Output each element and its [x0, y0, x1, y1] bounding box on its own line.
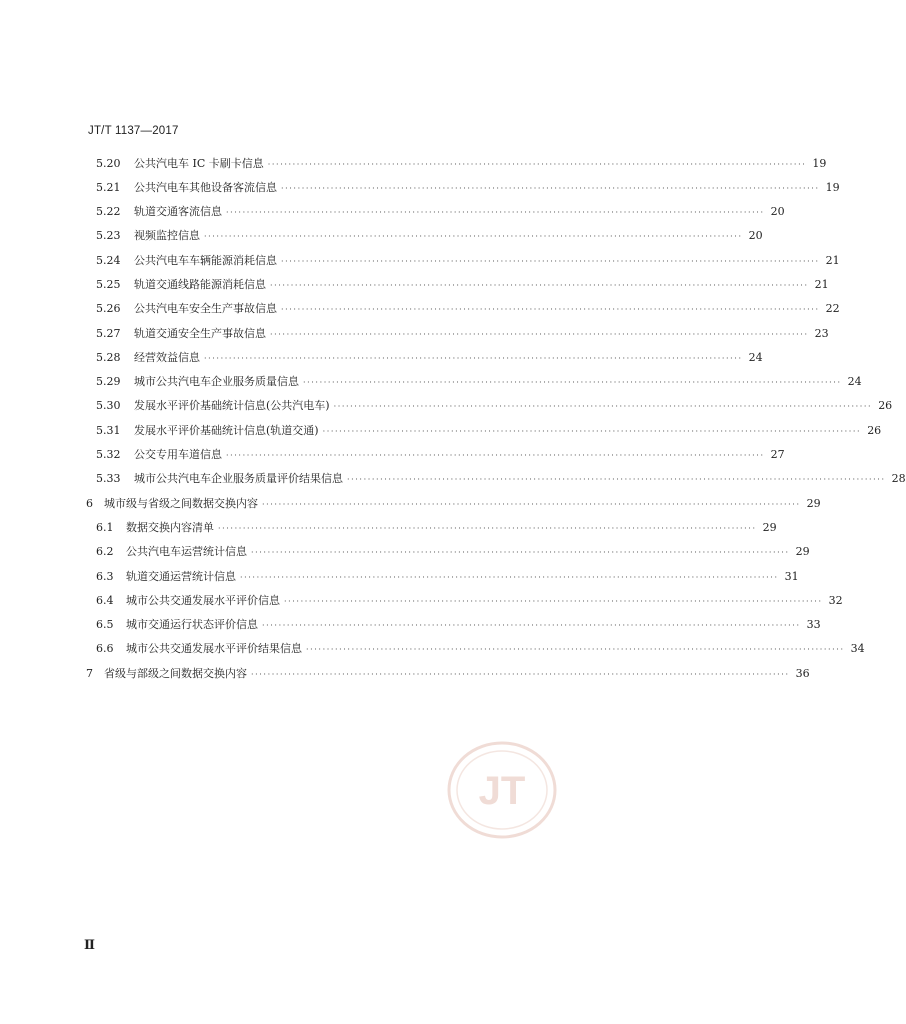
toc-page-number: 29 [806, 497, 821, 510]
toc-number: 6.6 [96, 642, 114, 655]
toc-entry[interactable] [96, 155, 827, 173]
toc-title: 公共汽电车运营统计信息 [126, 545, 247, 558]
toc-title: 发展水平评价基础统计信息(公共汽电车) [134, 399, 330, 412]
toc-entry[interactable] [96, 276, 829, 294]
toc-number: 5.27 [96, 327, 121, 340]
toc-entry[interactable] [96, 470, 906, 488]
toc-page-number: 24 [748, 351, 763, 364]
toc-number: 5.32 [96, 448, 121, 461]
toc-leader-dots: ·································································································································· [262, 621, 801, 630]
toc-number: 5.22 [96, 205, 121, 218]
toc-page-number: 26 [878, 399, 893, 412]
toc-page-number: 33 [806, 618, 821, 631]
toc-entry[interactable] [96, 179, 840, 197]
toc-leader-dots: ·································································································································· [347, 475, 886, 484]
toc-number: 5.23 [96, 229, 121, 242]
toc-leader-dots: ·································································································································· [281, 184, 820, 193]
toc-entry[interactable] [96, 616, 821, 634]
toc-entry[interactable] [96, 640, 865, 658]
toc-entry[interactable] [96, 446, 785, 464]
toc-number: 5.30 [96, 399, 121, 412]
toc-leader-dots: ·································································································································· [284, 597, 823, 606]
toc-page-number: 32 [828, 594, 843, 607]
toc-page-number: 23 [814, 327, 829, 340]
toc-title: 公交专用车道信息 [134, 448, 222, 461]
toc-title: 轨道交通线路能源消耗信息 [134, 278, 266, 291]
toc-entry[interactable] [96, 373, 862, 391]
toc-leader-dots: ·································································································································· [281, 305, 820, 314]
toc-leader-dots: ·································································································································· [251, 670, 790, 679]
toc-page-number: 31 [784, 570, 799, 583]
toc-number: 5.21 [96, 181, 121, 194]
toc-title: 城市级与省级之间数据交换内容 [104, 497, 258, 510]
toc-title: 视频监控信息 [134, 229, 200, 242]
toc-number: 5.31 [96, 424, 121, 437]
toc-number: 6.1 [96, 521, 114, 534]
toc-entry[interactable] [96, 203, 785, 221]
toc-title: 城市公共汽电车企业服务质量评价结果信息 [134, 472, 343, 485]
toc-leader-dots: ·································································································································· [306, 645, 845, 654]
toc-leader-dots: ·································································································································· [204, 232, 743, 241]
page-number-roman: Ⅱ [84, 938, 95, 953]
toc-page-number: 29 [795, 545, 810, 558]
toc-title: 轨道交通运营统计信息 [126, 570, 236, 583]
toc-number: 6.2 [96, 545, 114, 558]
toc-title: 城市公共交通发展水平评价结果信息 [126, 642, 302, 655]
toc-page-number: 29 [762, 521, 777, 534]
toc-leader-dots: ·································································································································· [270, 330, 809, 339]
toc-page-number: 26 [867, 424, 882, 437]
toc-number: 5.28 [96, 351, 121, 364]
toc-number: 5.26 [96, 302, 121, 315]
toc-title: 城市公共交通发展水平评价信息 [126, 594, 280, 607]
toc-leader-dots: ·································································································································· [322, 427, 862, 436]
toc-page-number: 21 [814, 278, 829, 291]
toc-page-number: 28 [891, 472, 906, 485]
toc-leader-dots: ·································································································································· [204, 354, 743, 363]
standard-id-header: JT/T 1137—2017 [88, 125, 179, 137]
toc-title: 轨道交通安全生产事故信息 [134, 327, 266, 340]
toc-leader-dots: ·································································································································· [303, 378, 842, 387]
toc-page-number: 20 [748, 229, 763, 242]
toc-page-number: 20 [770, 205, 785, 218]
jt-seal-watermark [446, 740, 558, 840]
toc-leader-dots: ·································································································································· [240, 573, 779, 582]
toc-entry[interactable] [96, 252, 840, 270]
toc-page-number: 24 [847, 375, 862, 388]
toc-page-number: 27 [770, 448, 785, 461]
toc-title: 公共汽电车其他设备客流信息 [134, 181, 277, 194]
toc-number: 5.24 [96, 254, 121, 267]
toc-entry[interactable] [96, 422, 882, 440]
toc-number: 6 [86, 497, 93, 510]
toc-title: 公共汽电车车辆能源消耗信息 [134, 254, 277, 267]
toc-page-number: 19 [812, 157, 827, 170]
toc-leader-dots: ·································································································································· [267, 160, 807, 169]
toc-number: 6.4 [96, 594, 114, 607]
toc-number: 5.25 [96, 278, 121, 291]
toc-number: 7 [86, 667, 93, 680]
toc-page-number: 22 [825, 302, 840, 315]
toc-title: 发展水平评价基础统计信息(轨道交通) [134, 424, 319, 437]
toc-number: 6.5 [96, 618, 114, 631]
toc-leader-dots: ·································································································································· [226, 208, 765, 217]
toc-entry[interactable] [96, 543, 810, 561]
toc-entry[interactable] [96, 227, 763, 245]
svg-text:JT: JT [478, 769, 526, 813]
toc-entry[interactable] [86, 495, 821, 513]
toc-leader-dots: ·································································································································· [270, 281, 809, 290]
toc-entry[interactable] [86, 665, 810, 683]
toc-entry[interactable] [96, 592, 843, 610]
toc-number: 5.20 [96, 157, 121, 170]
toc-leader-dots: ·································································································································· [333, 402, 873, 411]
toc-title: 公共汽电车 IC 卡刷卡信息 [134, 157, 264, 170]
toc-entry[interactable] [96, 568, 799, 586]
toc-entry[interactable] [96, 519, 777, 537]
toc-leader-dots: ·································································································································· [226, 451, 765, 460]
toc-leader-dots: ·································································································································· [281, 257, 820, 266]
toc-number: 6.3 [96, 570, 114, 583]
toc-title: 数据交换内容清单 [126, 521, 214, 534]
toc-number: 5.33 [96, 472, 121, 485]
toc-title: 城市公共汽电车企业服务质量信息 [134, 375, 299, 388]
toc-title: 公共汽电车安全生产事故信息 [134, 302, 277, 315]
toc-leader-dots: ·································································································································· [218, 524, 757, 533]
toc-page-number: 34 [850, 642, 865, 655]
toc-page-number: 36 [795, 667, 810, 680]
toc-page-number: 19 [825, 181, 840, 194]
toc-entry[interactable] [96, 325, 829, 343]
toc-entry[interactable] [96, 300, 840, 318]
toc-entry[interactable] [96, 349, 763, 367]
toc-number: 5.29 [96, 375, 121, 388]
toc-title: 省级与部级之间数据交换内容 [104, 667, 247, 680]
toc-title: 经营效益信息 [134, 351, 200, 364]
toc-entry[interactable] [96, 397, 893, 415]
toc-leader-dots: ·································································································································· [251, 548, 790, 557]
toc-title: 城市交通运行状态评价信息 [126, 618, 258, 631]
toc-title: 轨道交通客流信息 [134, 205, 222, 218]
toc-leader-dots: ·································································································································· [262, 500, 801, 509]
toc-page-number: 21 [825, 254, 840, 267]
